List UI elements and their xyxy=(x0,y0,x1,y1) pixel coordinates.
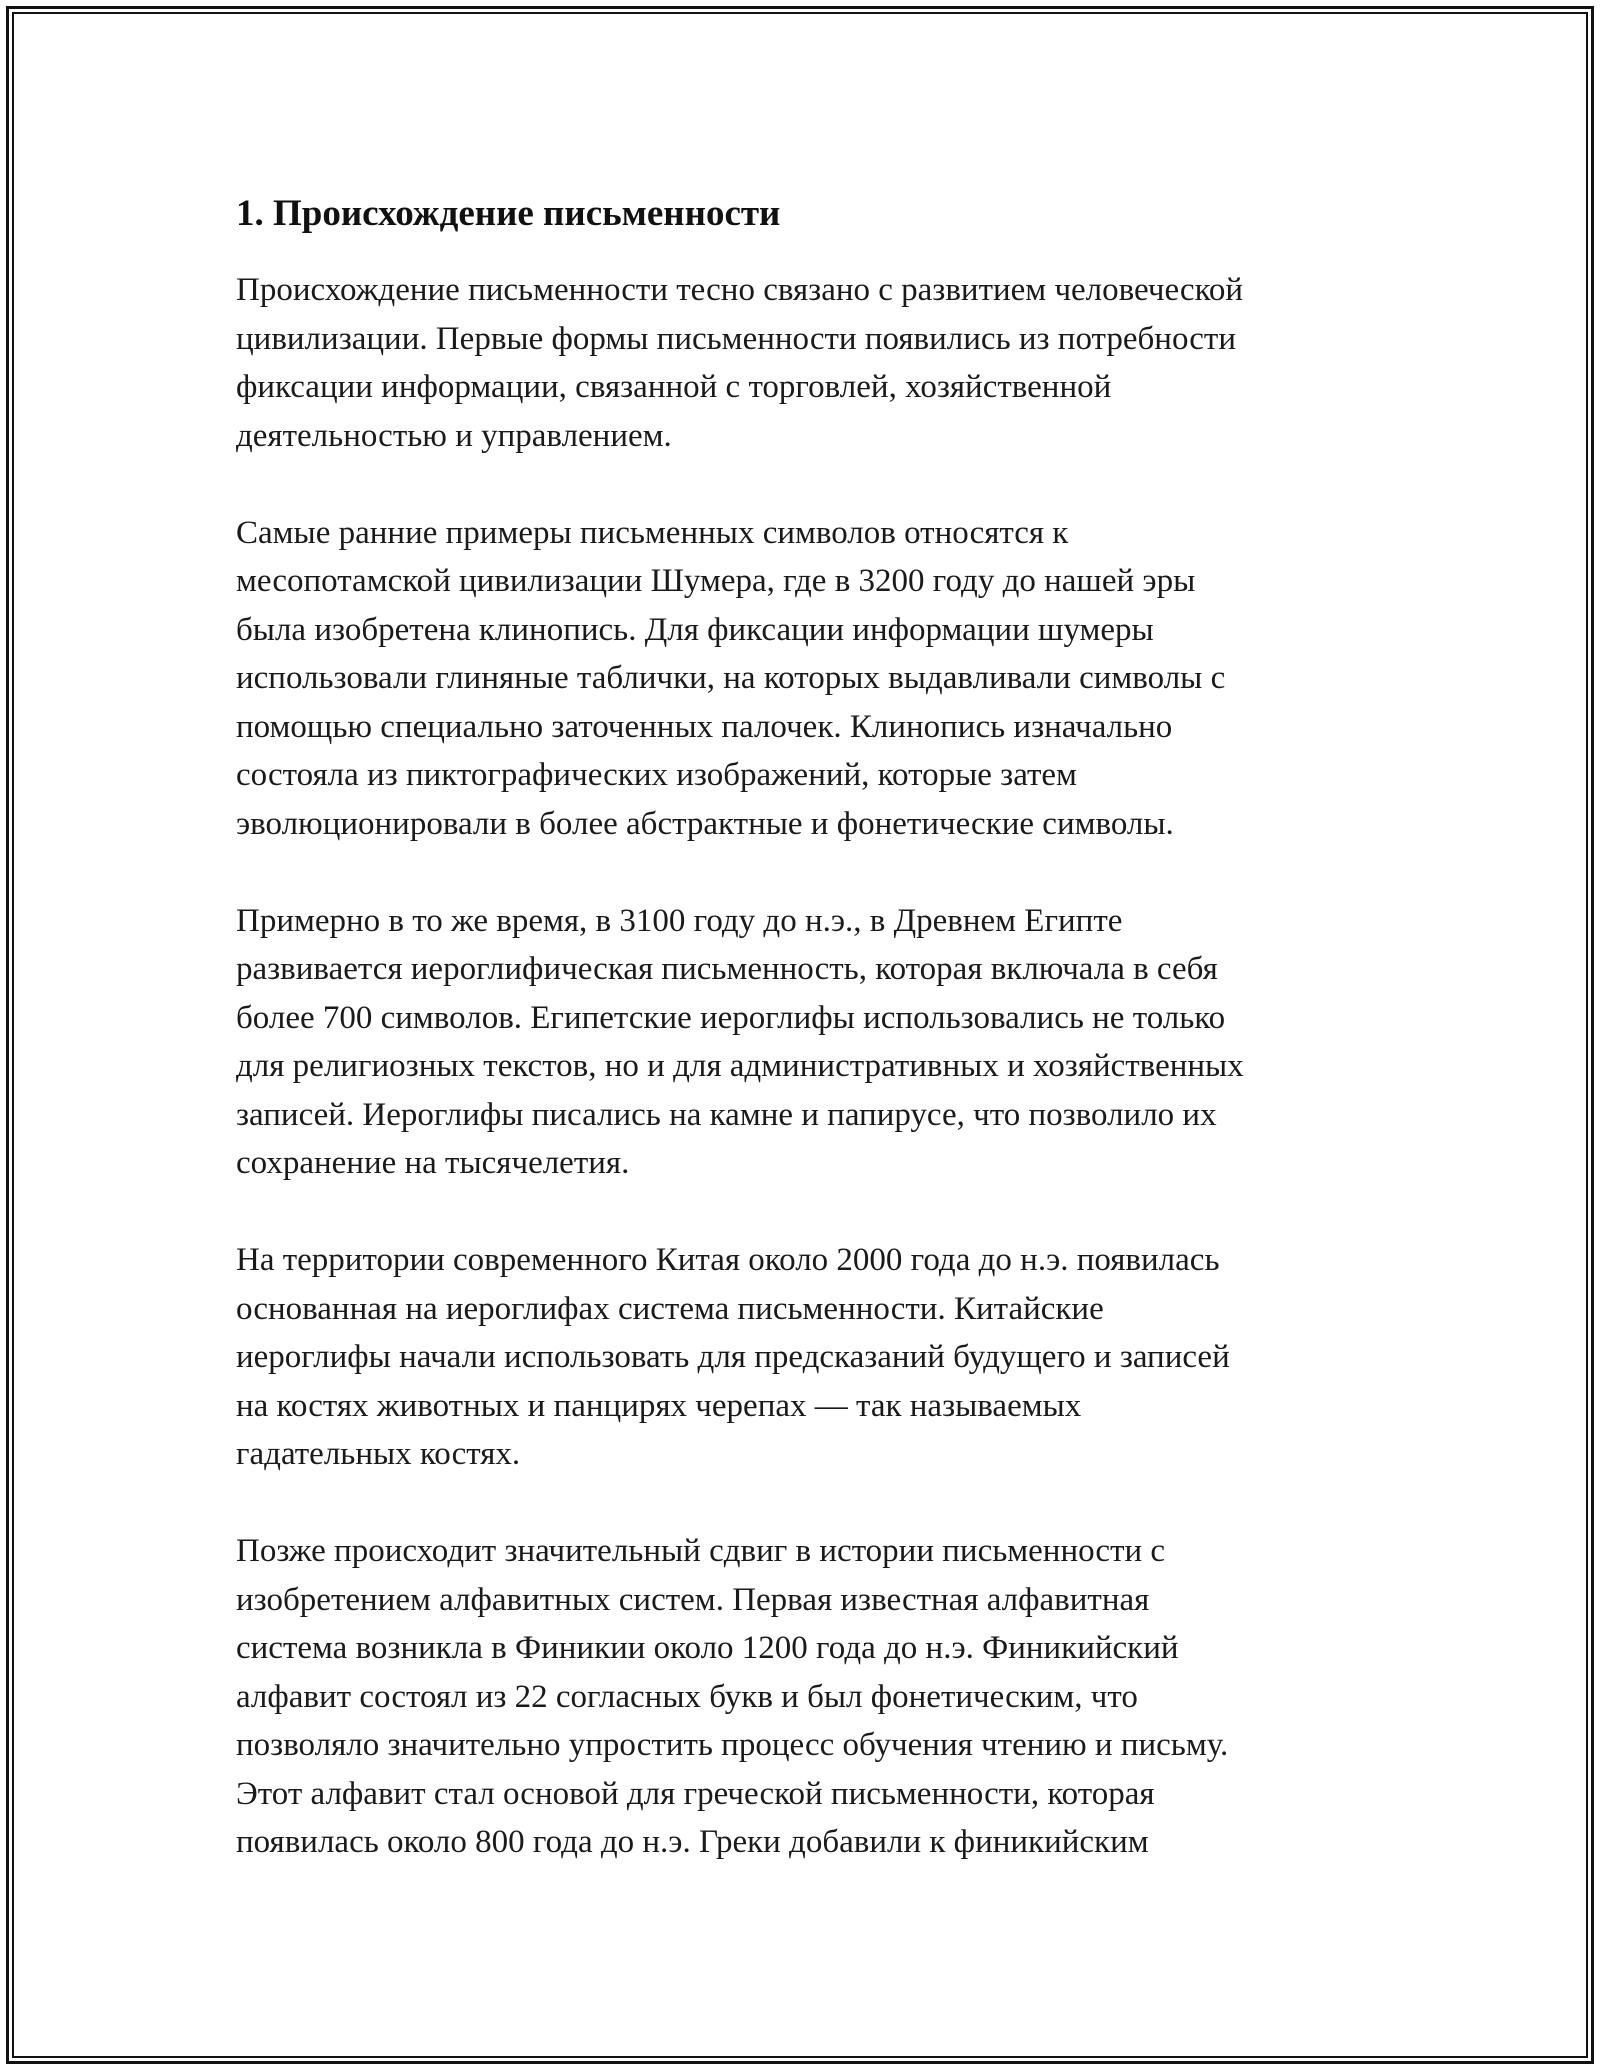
text-line: эволюционировали в более абстрактные и фонетические символы. xyxy=(236,805,1174,842)
text-line: появилась около 800 года до н.э. Греки добавили к финикийским xyxy=(236,1824,1149,1860)
paragraph-egypt xyxy=(236,897,1366,1188)
text-line: Этот алфавит стал основой для греческой письменности, которая xyxy=(236,1775,1155,1812)
paragraph-alphabet xyxy=(236,1527,1366,1867)
text-line: Самые ранние примеры письменных символов относятся к xyxy=(236,514,1069,551)
text-line: цивилизации. Первые формы письменности появились из потребности xyxy=(236,320,1237,357)
text-line: месопотамской цивилизации Шумера, где в 3200 году до нашей эры xyxy=(236,563,1196,599)
text-line: использовали глиняные таблички, на которых выдавливали символы с xyxy=(236,660,1226,696)
text-line: сохранение на тысячелетия. xyxy=(236,1145,630,1181)
text-line: гадательных костях. xyxy=(236,1436,521,1472)
text-line: алфавит состоял из 22 согласных букв и был фонетическим, что xyxy=(236,1678,1138,1715)
text-line: изобретением алфавитных систем. Первая известная алфавитная xyxy=(236,1581,1150,1618)
text-line: состояла из пиктографических изображений, которые затем xyxy=(236,757,1077,793)
text-line: деятельностью и управлением. xyxy=(236,417,672,454)
text-line: была изобретена клинопись. Для фиксации информации шумеры xyxy=(236,611,1154,648)
text-line: Примерно в то же время, в 3100 году до н.э., в Древнем Египте xyxy=(236,902,1123,939)
text-line: развивается иероглифическая письменность, которая включала в себя xyxy=(236,951,1218,987)
text-line: более 700 символов. Египетские иероглифы использовались не только xyxy=(236,999,1226,1036)
text-line: на костях животных и панцирях черепах — так называемых xyxy=(236,1387,1082,1424)
text-line: система возникла в Финикии около 1200 года до н.э. Финикийский xyxy=(236,1630,1179,1666)
text-line: основанная на иероглифах система письменности. Китайские xyxy=(236,1290,1104,1327)
text-line: помощью специально заточенных палочек. Клинопись изначально xyxy=(236,708,1173,745)
document-body xyxy=(236,190,1366,1867)
paragraph-origins xyxy=(236,266,1366,460)
text-line: На территории современного Китая около 2000 года до н.э. появилась xyxy=(236,1242,1220,1278)
text-line: иероглифы начали использовать для предсказаний будущего и записей xyxy=(236,1339,1230,1375)
text-line: для религиозных текстов, но и для административных и хозяйственных xyxy=(236,1048,1244,1084)
text-line: Позже происходит значительный сдвиг в истории письменности с xyxy=(236,1533,1166,1569)
text-line: записей. Иероглифы писались на камне и папирусе, что позволило их xyxy=(236,1096,1217,1133)
text-line: позволяло значительно упростить процесс обучения чтению и письму. xyxy=(236,1727,1229,1763)
paragraph-china xyxy=(236,1236,1366,1479)
text-line: фиксации информации, связанной с торговлей, хозяйственной xyxy=(236,369,1112,405)
paragraph-sumer xyxy=(236,509,1366,849)
section-heading: 1. Происхождение письменности xyxy=(236,193,781,234)
text-line: Происхождение письменности тесно связано с развитием человеческой xyxy=(236,272,1244,308)
